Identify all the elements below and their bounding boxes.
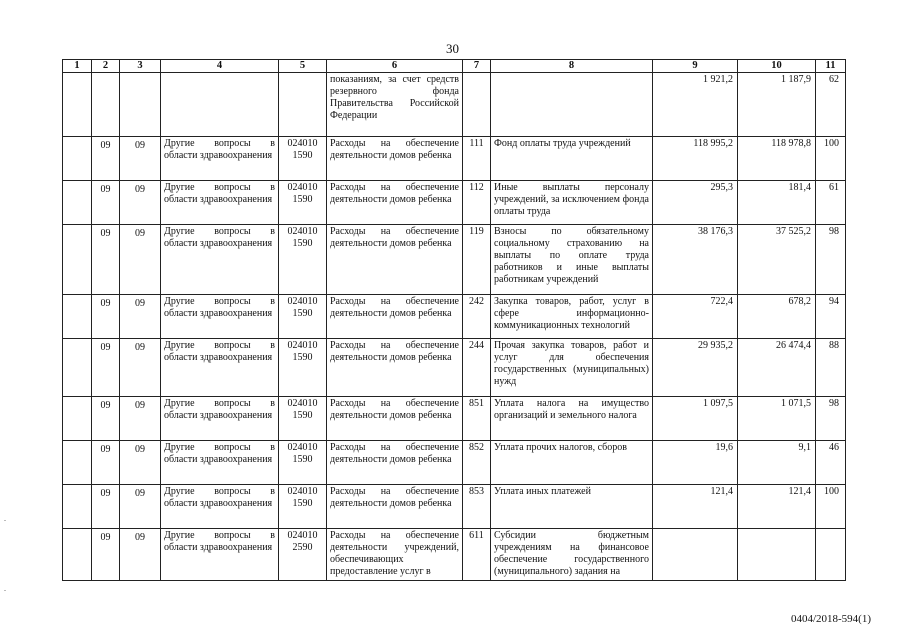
target-article-code: 024010 1590: [287, 340, 318, 363]
table-row: [63, 441, 846, 485]
expense-type-code: 112: [469, 182, 484, 193]
planned-amount: 722,4: [710, 296, 733, 307]
expense-type-name: Фонд оплаты труда учреждений: [494, 138, 631, 149]
subsection-code: 09: [135, 444, 145, 455]
target-article-code: 024010 2590: [287, 530, 318, 553]
planned-amount: 19,6: [715, 442, 733, 453]
table-row: [63, 339, 846, 397]
expense-description: Расходы на обеспечение деятельности домов ребенка: [330, 340, 459, 363]
column-header: 6: [327, 60, 463, 73]
document-code: 0404/2018-594(1): [790, 613, 871, 625]
subsection-code: 09: [135, 140, 145, 151]
actual-amount: 121,4: [788, 486, 811, 497]
target-article-code: 024010 1590: [287, 226, 318, 249]
scan-margin-mark: [4, 520, 6, 521]
actual-amount: 181,4: [788, 182, 811, 193]
continuation-row: [63, 73, 846, 137]
section-code: 09: [100, 140, 111, 151]
expense-type-code: 611: [469, 530, 484, 541]
column-header: 7: [463, 60, 491, 73]
expense-type-name: Иные выплаты персоналу учреждений, за исключением фонда оплаты труда: [494, 182, 649, 217]
expense-description: Расходы на обеспечение деятельности домов ребенка: [330, 398, 459, 421]
execution-percent: 98: [829, 226, 839, 237]
section-name: Другие вопросы в области здравоохранения: [164, 530, 275, 553]
target-article-code: 024010 1590: [287, 398, 318, 421]
page-number: 30: [446, 41, 459, 56]
section-code: 09: [100, 298, 111, 309]
execution-percent: 98: [829, 398, 839, 409]
subsection-code: 09: [135, 400, 145, 411]
expense-type-name: Уплата иных платежей: [494, 486, 591, 497]
table-row: [63, 295, 846, 339]
section-name: Другие вопросы в области здравоохранения: [164, 138, 275, 161]
column-header: 11: [816, 60, 846, 73]
section-name: Другие вопросы в области здравоохранения: [164, 182, 275, 205]
subsection-code: 09: [135, 298, 145, 309]
column-header: 4: [161, 60, 279, 73]
target-article-code: 024010 1590: [287, 138, 318, 161]
column-header: 9: [653, 60, 738, 73]
expense-type-code: 244: [469, 340, 484, 351]
expense-type-code: 242: [469, 296, 484, 307]
expense-description: Расходы на обеспечение деятельности домов ребенка: [330, 138, 459, 161]
table-row: [63, 137, 846, 181]
actual-amount: 678,2: [788, 296, 811, 307]
execution-percent: 100: [824, 486, 839, 497]
target-article-code: 024010 1590: [287, 296, 318, 319]
subsection-code: 09: [135, 488, 145, 499]
table-row: [63, 225, 846, 295]
actual-amount: [738, 529, 815, 533]
actual-amount: 9,1: [798, 442, 811, 453]
execution-percent: 61: [829, 182, 839, 193]
execution-percent: 94: [829, 296, 839, 307]
expense-type-code: 853: [469, 486, 484, 497]
planned-amount: 118 995,2: [693, 138, 733, 149]
expense-description: Расходы на обеспечение деятельности учреждений, обеспечивающих предоставление услуг в: [330, 530, 459, 577]
expense-description: Расходы на обеспечение деятельности домов ребенка: [330, 182, 459, 205]
subsection-code: 09: [135, 342, 145, 353]
actual-amount: 26 474,4: [776, 340, 811, 351]
actual-amount: 1 187,9: [781, 74, 811, 85]
expense-type-name: Прочая закупка товаров, работ и услуг для обеспечения государственных (муниципальных) нужд: [494, 340, 649, 387]
execution-percent: 88: [829, 340, 839, 351]
section-code: 09: [100, 488, 111, 499]
expense-description: показаниям, за счет средств резервного фонда Правительства Российской Федерации: [330, 74, 459, 121]
scan-margin-mark: [4, 590, 6, 591]
expense-type-code: 111: [469, 138, 484, 149]
column-header: 3: [120, 60, 161, 73]
planned-amount: 295,3: [710, 182, 733, 193]
section-name: Другие вопросы в области здравоохранения: [164, 296, 275, 319]
section-name: Другие вопросы в области здравоохранения: [164, 442, 275, 465]
execution-percent: 62: [829, 74, 839, 85]
column-header: 8: [491, 60, 653, 73]
expense-description: Расходы на обеспечение деятельности домов ребенка: [330, 486, 459, 509]
planned-amount: 1 097,5: [703, 398, 733, 409]
expense-type-code: 851: [469, 398, 484, 409]
column-number-row: [63, 60, 846, 73]
expense-type-code: 119: [469, 226, 484, 237]
planned-amount: 29 935,2: [698, 340, 733, 351]
table-row: [63, 485, 846, 529]
expense-description: Расходы на обеспечение деятельности домов ребенка: [330, 226, 459, 249]
section-code: 09: [100, 532, 111, 543]
actual-amount: 1 071,5: [781, 398, 811, 409]
budget-execution-table: [62, 59, 846, 581]
section-name: Другие вопросы в области здравоохранения: [164, 340, 275, 363]
target-article-code: 024010 1590: [287, 442, 318, 465]
expense-type-code: 852: [469, 442, 484, 453]
column-header: 2: [92, 60, 120, 73]
expense-type-name: Взносы по обязательному социальному страхованию на выплаты по оплате труда работников и иные выплаты работникам учреждений: [494, 226, 649, 285]
section-code: 09: [100, 184, 111, 195]
execution-percent: 100: [824, 138, 839, 149]
section-code: 09: [100, 400, 111, 411]
planned-amount: 121,4: [710, 486, 733, 497]
section-code: 09: [100, 228, 111, 239]
column-header: 10: [738, 60, 816, 73]
column-header: 1: [63, 60, 92, 73]
table-row: [63, 181, 846, 225]
column-header: 5: [279, 60, 327, 73]
expense-type-name: Субсидии бюджетным учреждениям на финансовое обеспечение государственного (муниципального) задания на: [494, 530, 649, 577]
table-row: [63, 397, 846, 441]
expense-description: Расходы на обеспечение деятельности домов ребенка: [330, 442, 459, 465]
section-name: Другие вопросы в области здравоохранения: [164, 226, 275, 249]
table-row: [63, 529, 846, 581]
expense-type-name: Уплата налога на имущество организаций и земельного налога: [494, 398, 649, 421]
section-name: Другие вопросы в области здравоохранения: [164, 398, 275, 421]
execution-percent: 46: [829, 442, 839, 453]
section-code: 09: [100, 444, 111, 455]
planned-amount: [653, 529, 737, 533]
target-article-code: 024010 1590: [287, 182, 318, 205]
planned-amount: 1 921,2: [703, 74, 733, 85]
execution-percent: [816, 529, 845, 533]
section-code: 09: [100, 342, 111, 353]
subsection-code: 09: [135, 184, 145, 195]
target-article-code: 024010 1590: [287, 486, 318, 509]
subsection-code: 09: [135, 228, 145, 239]
actual-amount: 118 978,8: [771, 138, 811, 149]
actual-amount: 37 525,2: [776, 226, 811, 237]
section-name: Другие вопросы в области здравоохранения: [164, 486, 275, 509]
expense-type-name: Уплата прочих налогов, сборов: [494, 442, 627, 453]
expense-type-name: Закупка товаров, работ, услуг в сфере информационно-коммуникационных технологий: [494, 296, 649, 331]
subsection-code: 09: [135, 532, 145, 543]
planned-amount: 38 176,3: [698, 226, 733, 237]
budget-rows: [63, 137, 846, 581]
expense-description: Расходы на обеспечение деятельности домов ребенка: [330, 296, 459, 319]
